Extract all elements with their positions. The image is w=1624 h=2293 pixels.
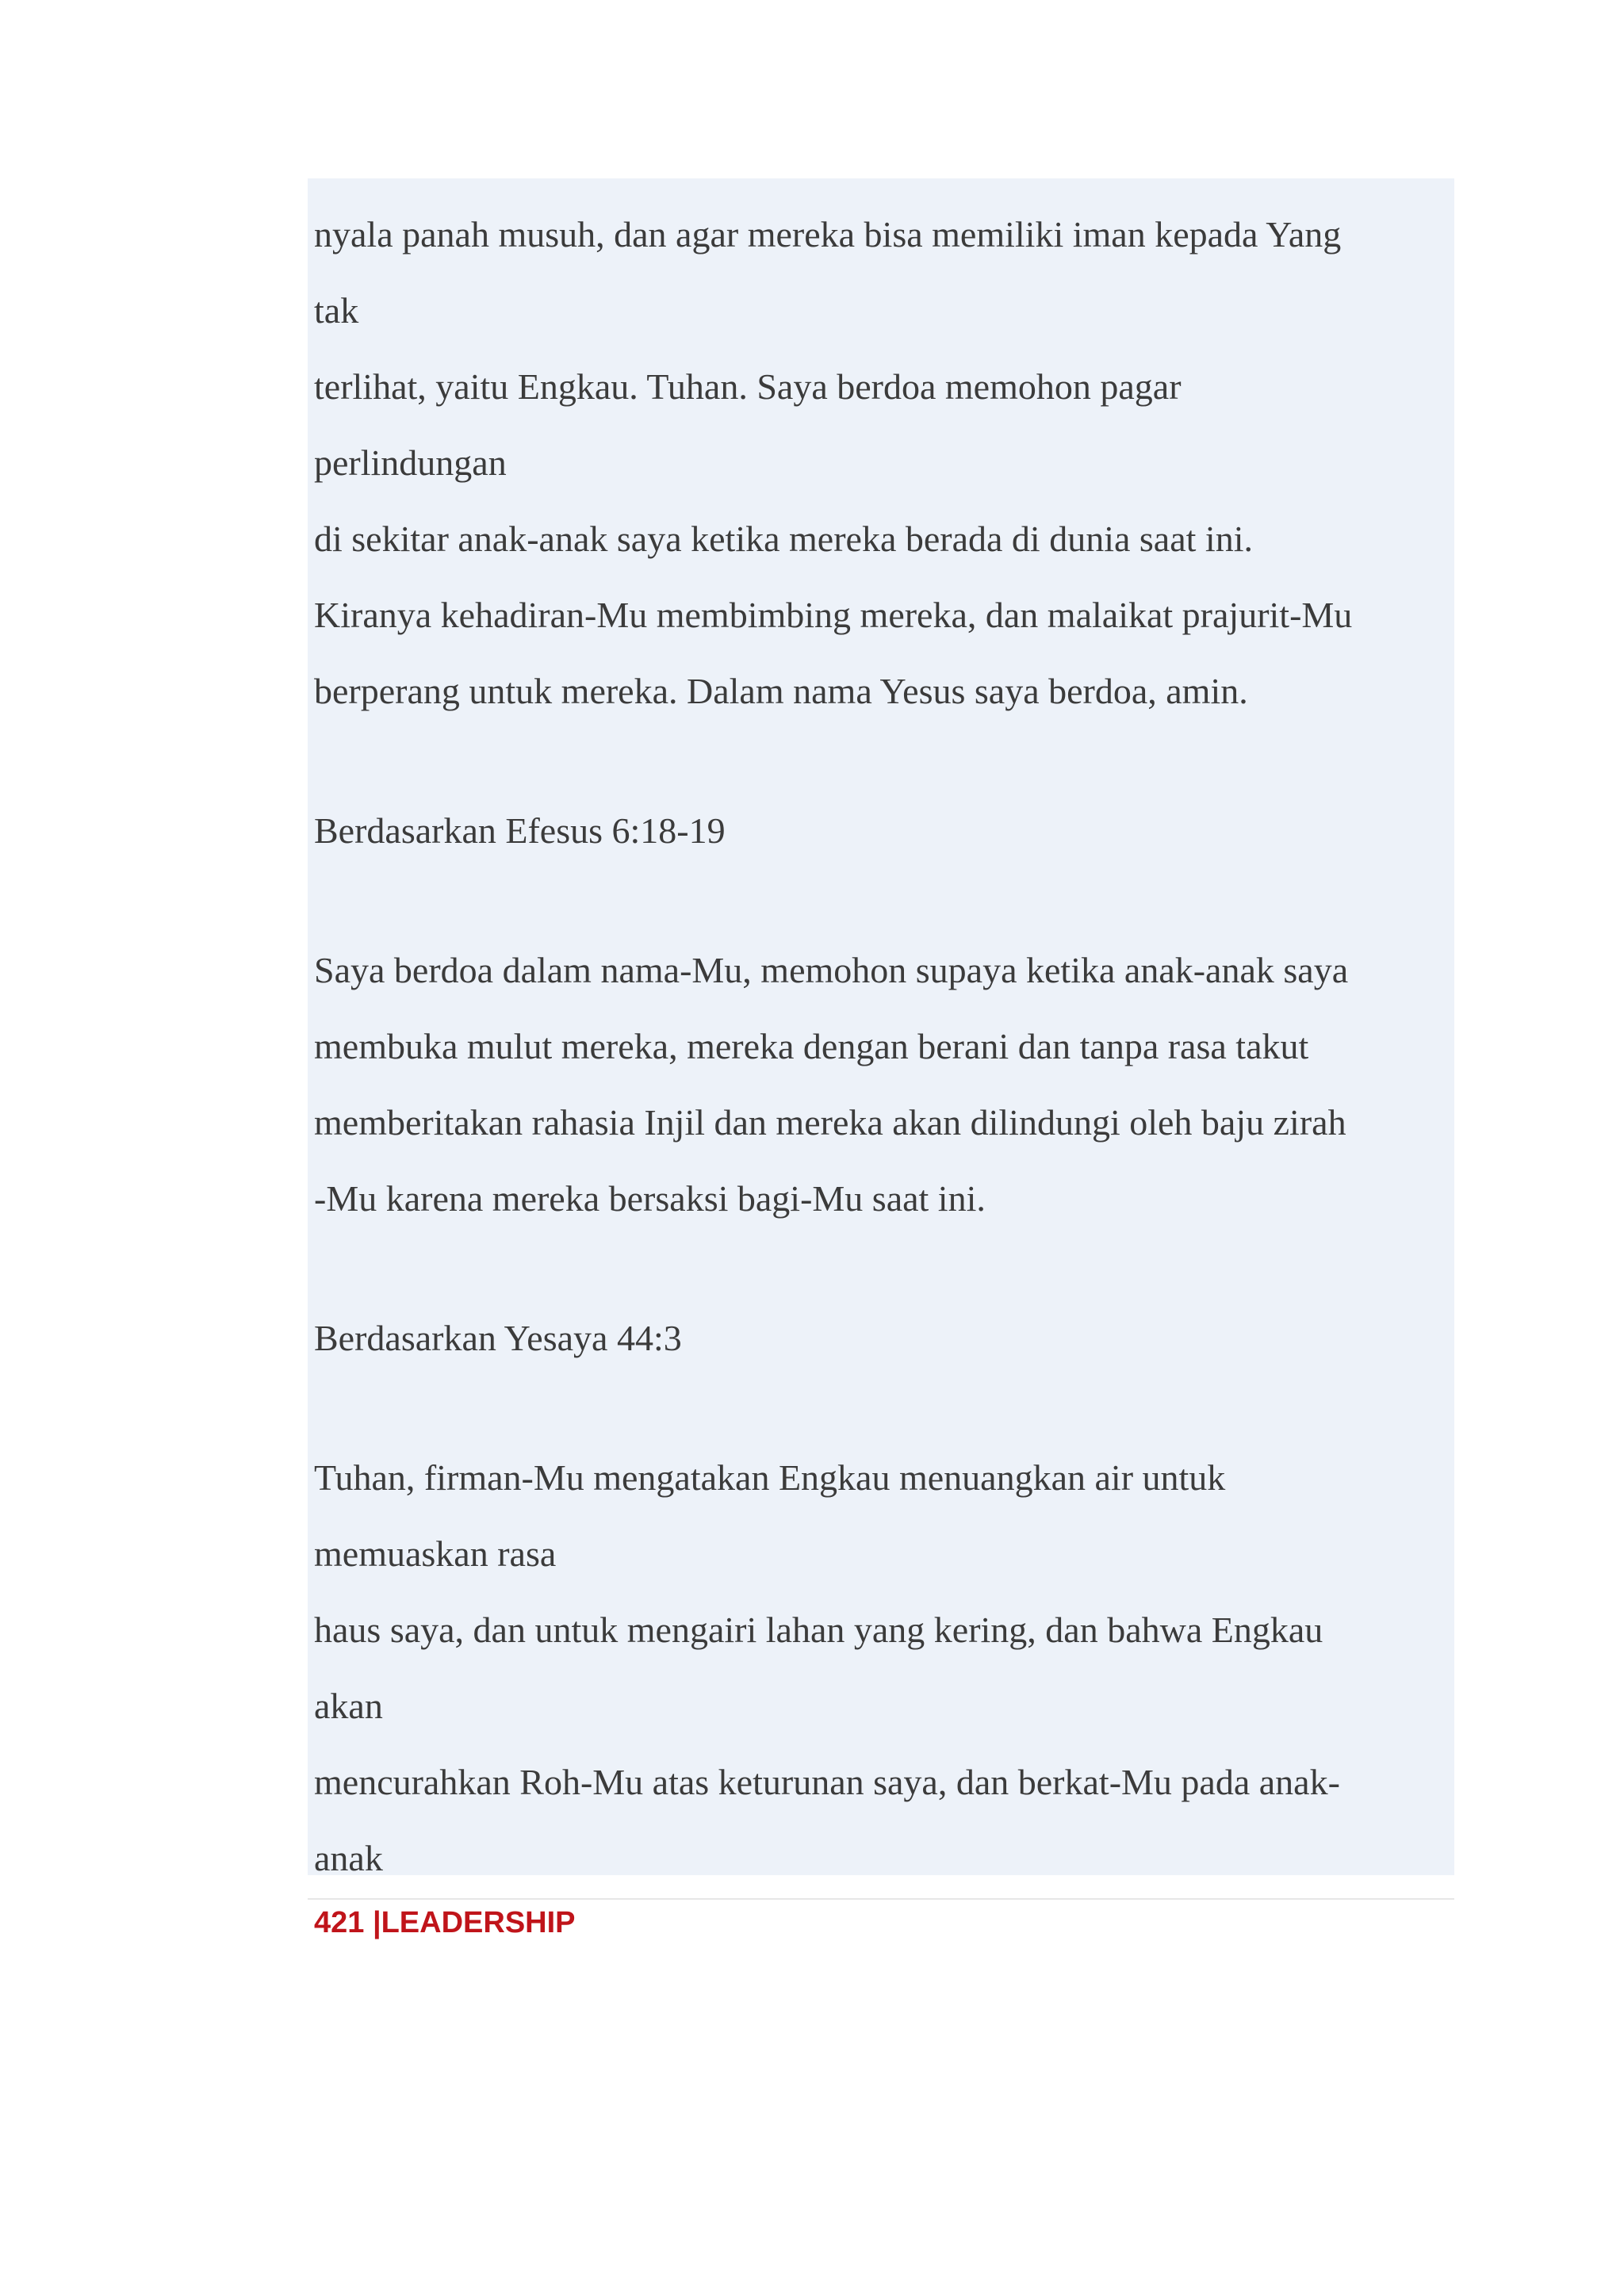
- text-line: Saya berdoa dalam nama-Mu, memohon supaya ketika anak-anak saya: [314, 950, 1349, 990]
- scripture-reference: Berdasarkan Yesaya 44:3: [314, 1318, 682, 1358]
- text-line: akan: [314, 1686, 383, 1726]
- text-line: -Mu karena mereka bersaksi bagi-Mu saat ini.: [314, 1178, 986, 1219]
- text-line: nyala panah musuh, dan agar mereka bisa memiliki iman kepada Yang: [314, 214, 1342, 255]
- text-line: Kiranya kehadiran-Mu membimbing mereka, dan malaikat prajurit-Mu: [314, 595, 1353, 635]
- text-line: anak: [314, 1838, 383, 1878]
- text-line: memberitakan rahasia Injil dan mereka akan dilindungi oleh baju zirah: [314, 1102, 1346, 1143]
- text-line: mencurahkan Roh-Mu atas keturunan saya, dan berkat-Mu pada anak-: [314, 1762, 1340, 1802]
- text-line: memuaskan rasa: [314, 1533, 557, 1574]
- page-footer-label: 421 |LEADERSHIP: [314, 1906, 576, 1939]
- text-line: perlindungan: [314, 442, 507, 483]
- text-line: Tuhan, firman-Mu mengatakan Engkau menuangkan air untuk: [314, 1457, 1226, 1498]
- text-line: berperang untuk mereka. Dalam nama Yesus saya berdoa, amin.: [314, 671, 1248, 711]
- scripture-reference: Berdasarkan Efesus 6:18-19: [314, 810, 726, 851]
- footer-divider: [308, 1898, 1454, 1900]
- text-line: tak: [314, 290, 359, 331]
- text-line: haus saya, dan untuk mengairi lahan yang kering, dan bahwa Engkau: [314, 1610, 1323, 1650]
- text-line: di sekitar anak-anak saya ketika mereka berada di dunia saat ini.: [314, 519, 1253, 559]
- text-line: terlihat, yaitu Engkau. Tuhan. Saya berdoa memohon pagar: [314, 366, 1182, 407]
- text-line: membuka mulut mereka, mereka dengan berani dan tanpa rasa takut: [314, 1026, 1309, 1066]
